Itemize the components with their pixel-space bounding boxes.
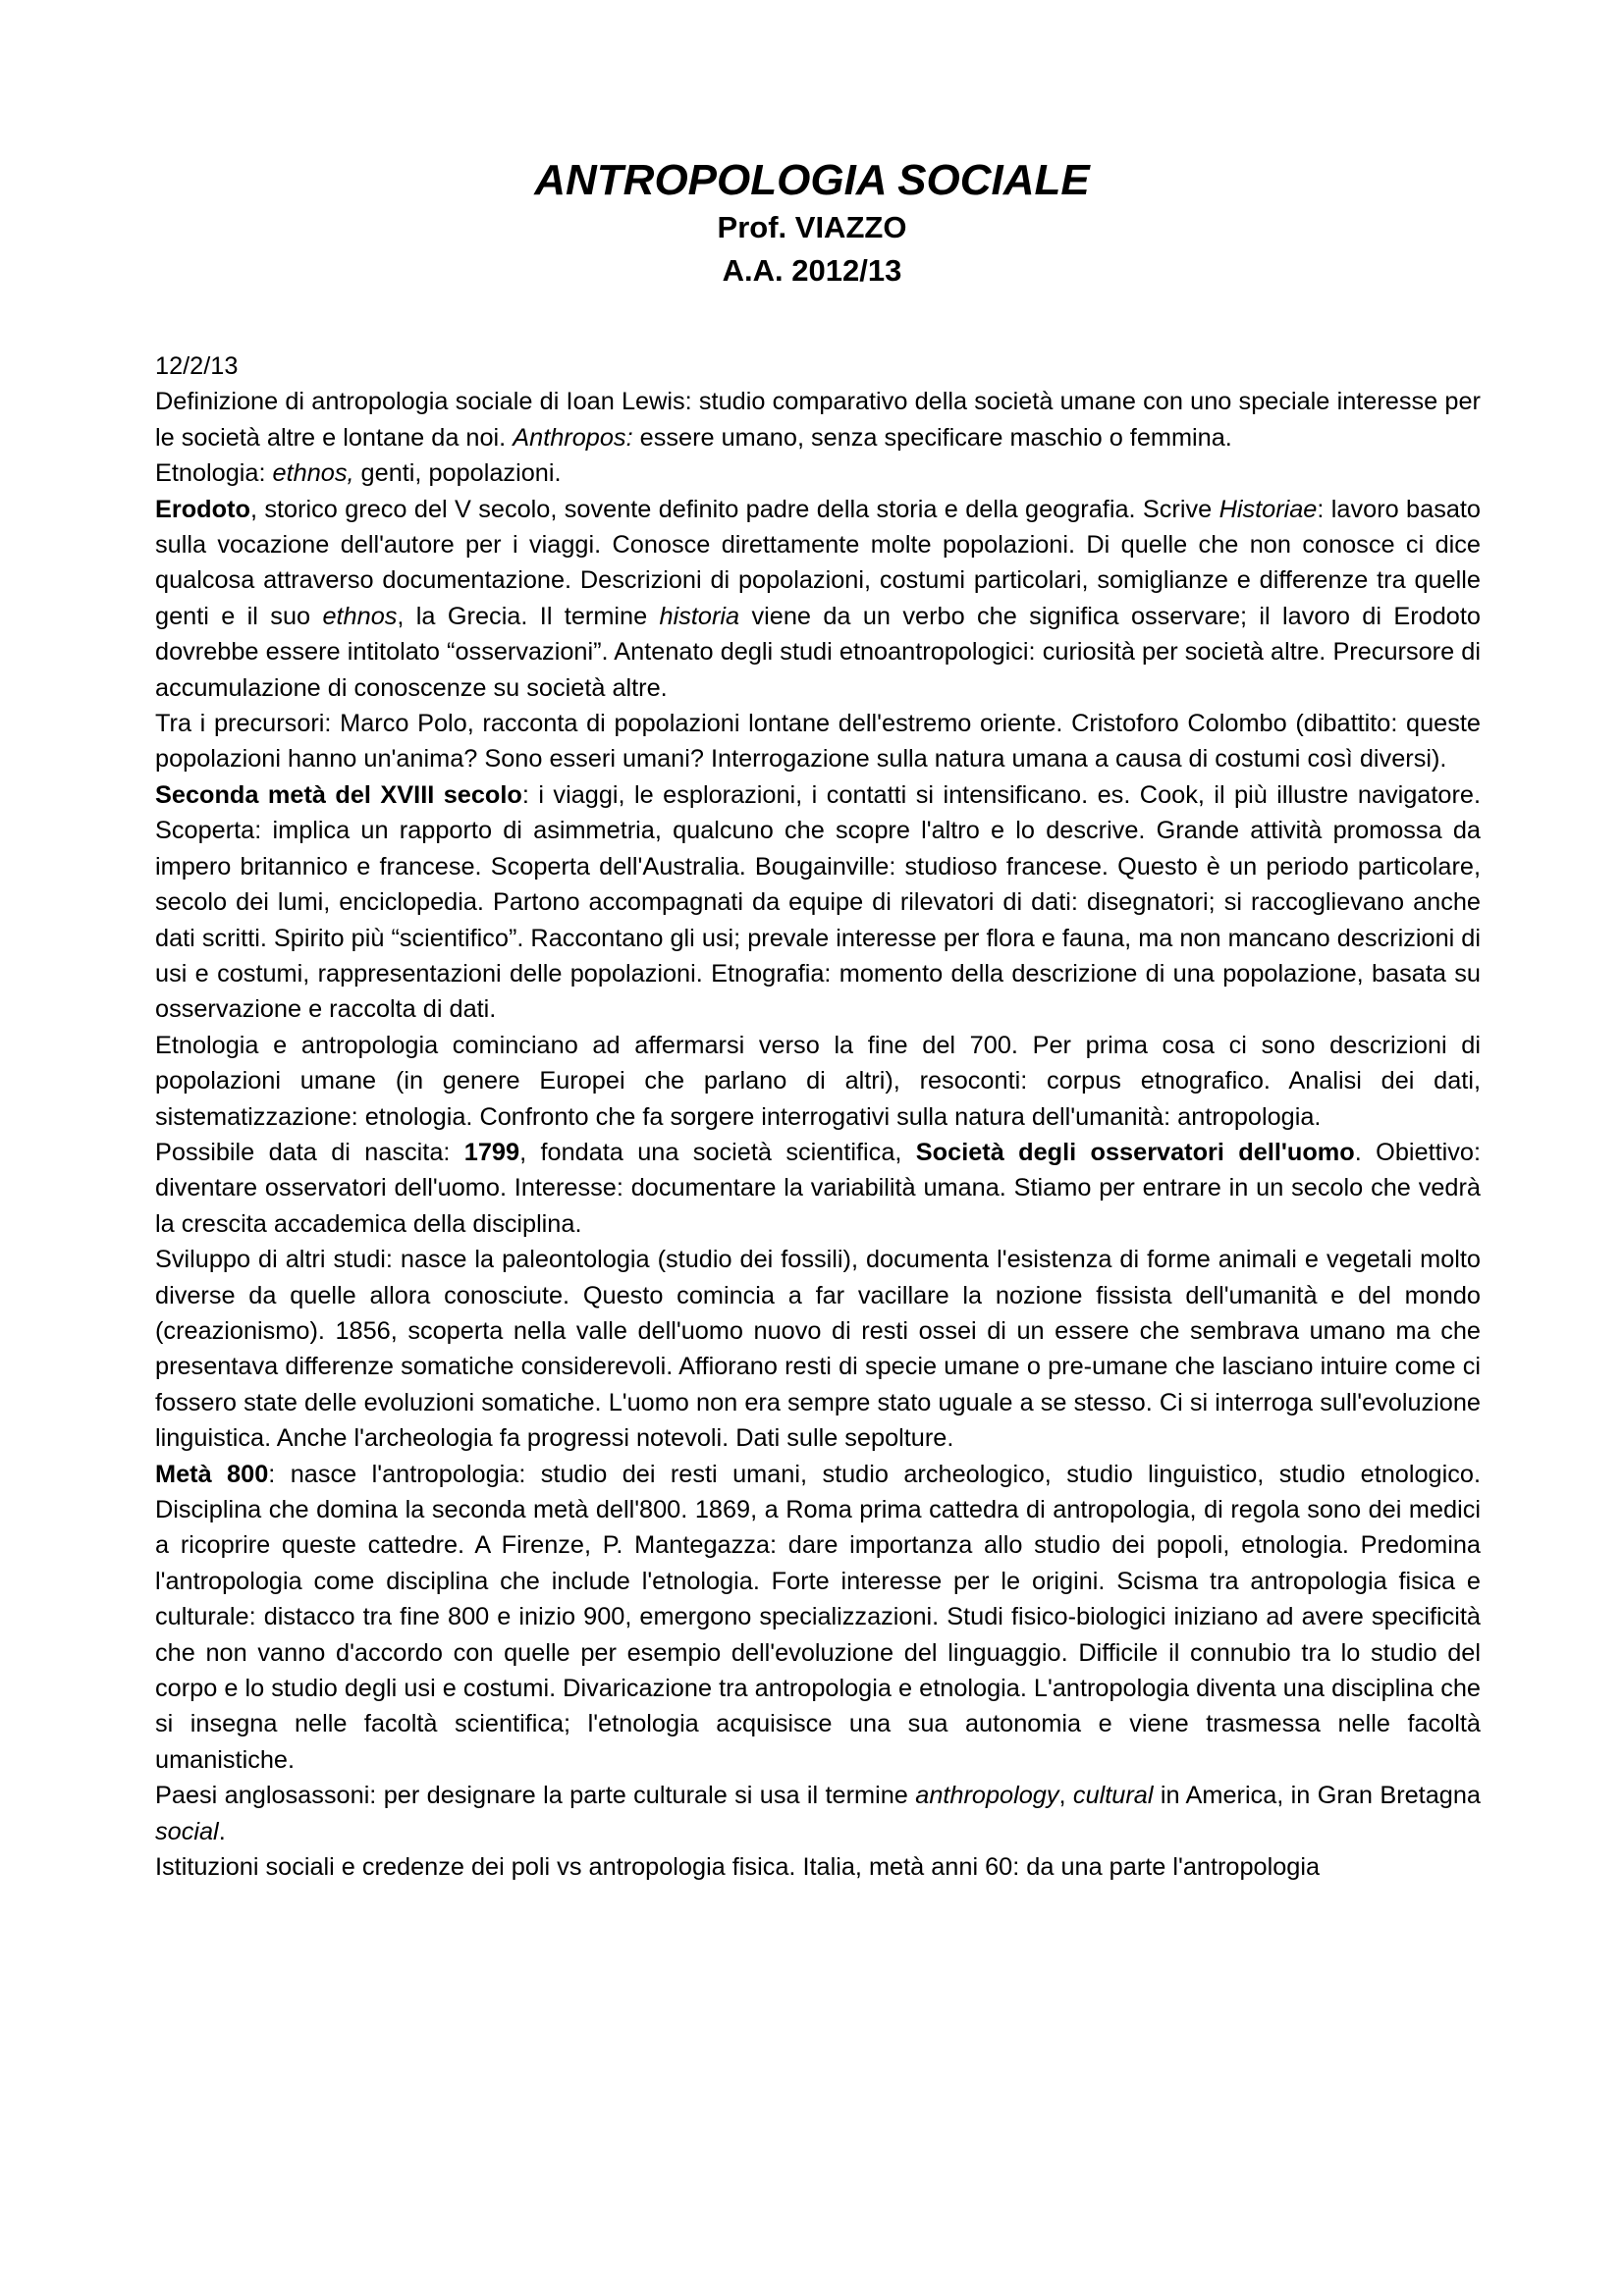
paragraph [155, 1849, 1481, 1885]
bold-text: Erodoto [155, 495, 250, 523]
bold-text: Società degli osservatori dell'uomo [915, 1138, 1355, 1166]
italic-text: historia [659, 602, 740, 630]
text-run: Possibile data di nascita: [155, 1138, 464, 1166]
paragraph [155, 455, 1481, 491]
paragraph [155, 384, 1481, 455]
bold-text: 1799 [463, 1138, 520, 1166]
paragraph [155, 1135, 1481, 1242]
paragraph [155, 777, 1481, 1028]
text-run: , la Grecia. Il termine [397, 602, 660, 630]
italic-text: social [155, 1817, 219, 1845]
text-run: , fondata una società scientifica, [519, 1138, 916, 1166]
italic-text: ethnos [322, 602, 398, 630]
text-run: : lavoro basato sulla vocazione dell'autore per i viaggi. Conosce direttamente molte popolazioni. Di quelle che non conosce ci dice qualcosa attraverso documentazione. Descrizioni di popolazioni, costumi particolari, somiglianze e differenze tra quelle genti e il suo [155, 495, 1482, 630]
text-run: Etnologia: [155, 459, 273, 488]
text-run: in America, in Gran Bretagna [1153, 1782, 1481, 1810]
text-run: Etnologia e antropologia cominciano ad affermarsi verso la fine del 700. Per prima cosa ci sono descrizioni di popolazioni umane (in genere Europei che parlano di altri), resoconti: corpus etnografico. Analisi dei dati, sistematizzazione: etnologia. Confronto che fa sorgere interrogativi sulla natura dell'umanità: antropologia. [155, 1031, 1481, 1131]
paragraph [155, 706, 1481, 777]
paragraph [155, 492, 1481, 706]
paragraph [155, 1778, 1481, 1849]
italic-text: ethnos, [272, 459, 354, 488]
lecture-date: 12/2/13 [155, 352, 239, 380]
document-body [155, 348, 1481, 1885]
text-run: . Obiettivo: diventare osservatori dell'uomo. Interesse: documentare la variabilità umana. Stiamo per entrare in un secolo che vedrà la crescita accademica della disciplina. [155, 1138, 1481, 1238]
text-run: essere umano, senza specificare maschio o femmina. [632, 423, 1232, 452]
text-run: , storico greco del V secolo, sovente definito padre della storia e della geografia. Scrive [249, 495, 1219, 523]
document-header [0, 155, 1624, 293]
text-run: Paesi anglosassoni: per designare la parte culturale si usa il termine [155, 1782, 916, 1810]
italic-text: cultural [1072, 1782, 1154, 1810]
text-run: viene da un verbo che significa osservare; il lavoro di Erodoto dovrebbe essere intitolato “osservazioni”. Antenato degli studi etnoantropologici: curiosità per società altre. Precursore di accumulazione di conoscenze su società altre. [155, 602, 1481, 702]
text-run: , [1058, 1782, 1073, 1810]
paragraph [155, 1242, 1481, 1456]
italic-text: anthropology [915, 1782, 1059, 1810]
text-run: : nasce l'antropologia: studio dei resti umani, studio archeologico, studio linguistico, studio etnologico. Disciplina che domina la seconda metà dell'800. 1869, a Roma prima cattedra di antropologia, di regola sono dei medici a ricoprire queste cattedre. A Firenze, P. Mantegazza: dare importanza allo studio dei popoli, etnologia. Predomina l'antropologia come disciplina che include l'etnologia. Forte interesse per le origini. Scisma tra antropologia fisica e culturale: distacco tra fine 800 e inizio 900, emergono specializzazioni. Studi fisico-biologici iniziano ad avere specificità che non vanno d'accordo con quelle per esempio dell'evoluzione del linguaggio. Difficile il connubio tra lo studio del corpo e lo studio degli usi e costumi. Divaricazione tra antropologia e etnologia. L'antropologia diventa una disciplina che si insegna nelle facoltà scientifica; l'etnologia acquisisce una sua autonomia e viene trasmessa nelle facoltà umanistiche. [155, 1460, 1481, 1774]
paragraph [155, 1457, 1481, 1779]
paragraph [155, 1028, 1481, 1135]
text-run: Istituzioni sociali e credenze dei poli vs antropologia fisica. Italia, metà anni 60: da una parte l'antropologia [155, 1853, 1321, 1882]
italic-text: Anthropos: [513, 423, 633, 452]
text-run: genti, popolazioni. [353, 459, 562, 488]
bold-text: Metà 800 [155, 1460, 269, 1488]
text-run: Definizione di antropologia sociale di Ioan Lewis: studio comparativo della società umane con uno speciale interesse per le società altre e lontane da noi. [155, 388, 1481, 452]
text-run: Sviluppo di altri studi: nasce la paleontologia (studio dei fossili), documenta l'esistenza di forme animali e vegetali molto diverse da quelle allora conosciute. Questo comincia a far vacillare la nozione fissista dell'umanità e del mondo (creazionismo). 1856, scoperta nella valle dell'uomo nuovo di resti ossei di un essere che sembrava umano ma che presentava differenze somatiche considerevoli. Affiorano resti di specie umane o pre-umane che lasciano intuire come ci fossero state delle evoluzioni somatiche. L'uomo non era sempre stato uguale a se stesso. Ci si interroga sull'evoluzione linguistica. Anche l'archeologia fa progressi notevoli. Dati sulle sepolture. [155, 1246, 1481, 1453]
italic-text: Historiae [1218, 495, 1318, 523]
professor-name: Prof. VIAZZO [717, 210, 907, 244]
bold-text: Seconda metà del XVIII secolo [155, 780, 522, 809]
text-run: . [218, 1817, 226, 1845]
text-run: : i viaggi, le esplorazioni, i contatti si intensificano. es. Cook, il più illustre navigatore. Scoperta: implica un rapporto di asimmetria, qualcuno che scopre l'altro e lo descrive. Grande attività promossa da impero britannico e francese. Scoperta dell'Australia. Bougainville: studioso francese. Questo è un periodo particolare, secolo dei lumi, enciclopedia. Partono accompagnati da equipe di rilevatori di dati: disegnatori; si raccoglievano anche dati scritti. Spirito più “scientifico”. Raccontano gli usi; prevale interesse per flora e fauna, ma non mancano descrizioni di usi e costumi, rappresentazioni delle popolazioni. Etnografia: momento della descrizione di una popolazione, basata su osservazione e raccolta di dati. [155, 780, 1481, 1024]
text-run: Tra i precursori: Marco Polo, racconta di popolazioni lontane dell'estremo oriente. Cristoforo Colombo (dibattito: queste popolazioni hanno un'anima? Sono esseri umani? Interrogazione sulla natura umana a causa di costumi così diversi). [155, 710, 1481, 774]
academic-year: A.A. 2012/13 [722, 253, 902, 288]
document-title: ANTROPOLOGIA SOCIALE [534, 156, 1090, 204]
